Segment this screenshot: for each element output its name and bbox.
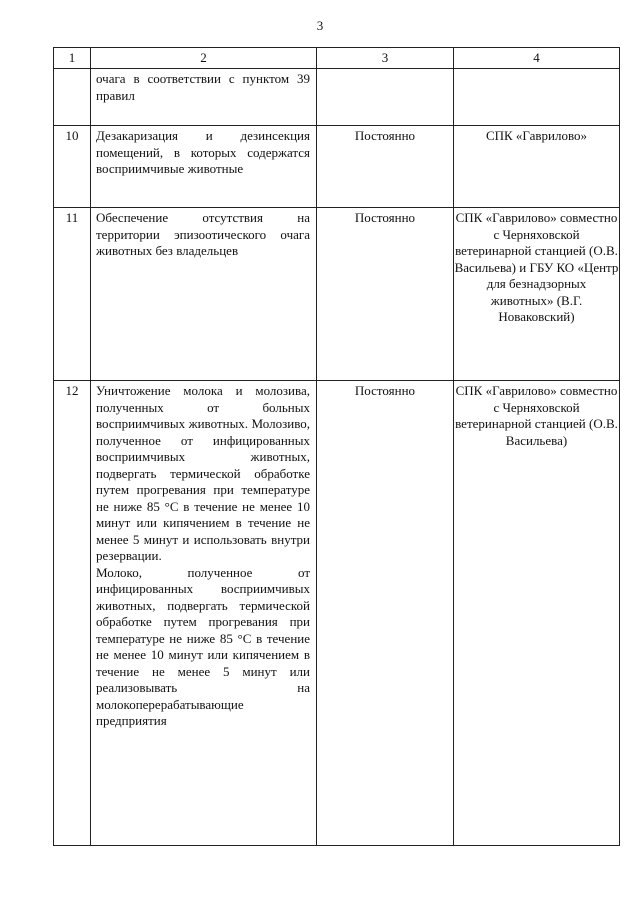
responsible-cell: СПК «Гаврилово» совместно с Черняховской ветеринарной станцией (О.В. Васильева) [454, 381, 620, 846]
page-number: 3 [316, 18, 324, 33]
row-number [54, 69, 91, 126]
term-cell: Постоянно [317, 208, 454, 381]
measure-paragraph: очага в соответствии с пунктом 39 правил [96, 71, 310, 103]
measure-paragraph: Обеспечение отсутствия на территории эпизоотического очага животных без владельцев [96, 210, 310, 258]
column-header-1: 1 [54, 48, 91, 69]
table-row-continuation [54, 69, 620, 126]
measures-table [53, 47, 620, 846]
row-number: 12 [54, 381, 91, 846]
responsible-cell: СПК «Гаврилово» [454, 126, 620, 208]
term-cell: Постоянно [317, 126, 454, 208]
measure-text [91, 208, 317, 381]
responsible-cell [454, 69, 620, 126]
measure-text [91, 69, 317, 126]
measure-paragraph: Молоко, полученное от инфицированных восприимчивых животных, подвергать термической обработке путем прогревания при температуре не ниже 85 °С в течение не менее 10 минут или кипячением в течение не менее 5 минут или реализовывать на молокоперерабатывающие предприятия [96, 564, 310, 728]
measure-text [91, 126, 317, 208]
table-header-row [54, 48, 620, 69]
table-row [54, 208, 620, 381]
measure-text [91, 381, 317, 846]
column-header-4: 4 [454, 48, 620, 69]
column-header-2: 2 [91, 48, 317, 69]
measure-paragraph: Дезакаризация и дезинсекция помещений, в которых содержатся восприимчивые животные [96, 128, 310, 176]
row-number: 10 [54, 126, 91, 208]
row-number: 11 [54, 208, 91, 381]
responsible-cell: СПК «Гаврилово» совместно с Черняховской ветеринарной станцией (О.В. Васильева) и ГБУ КО «Центр для безнадзорных животных» (В.Г. Новаковский) [454, 208, 620, 381]
table-row [54, 126, 620, 208]
term-cell: Постоянно [317, 381, 454, 846]
measure-paragraph: Уничтожение молока и молозива, полученных от больных восприимчивых животных. Молозиво, полученное от инфицированных восприимчивых животных, подвергать термической обработке путем прогревания при температуре не ниже 85 °С в течение не менее 10 минут или кипячением в течение не менее 5 минут и использовать внутри резервации. [96, 383, 310, 563]
column-header-3: 3 [317, 48, 454, 69]
term-cell [317, 69, 454, 126]
table-row [54, 381, 620, 846]
